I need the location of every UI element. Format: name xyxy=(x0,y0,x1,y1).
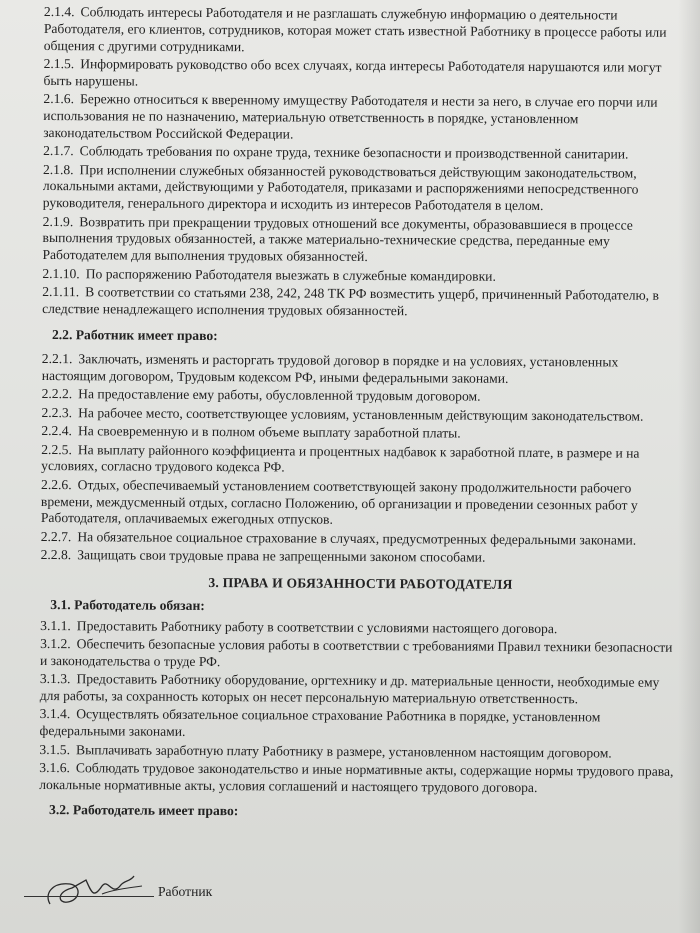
clause-text: Осуществлять обязательное социальное страхование Работника в порядке, установленном федеральными законами. xyxy=(39,706,601,740)
clause-number: 2.2.7. xyxy=(40,528,72,545)
clause-text: Информировать руководство обо всех случаях, когда интересы Работодателя нарушаются или могут быть нарушены. xyxy=(43,56,662,89)
list-section-3-1 xyxy=(39,618,680,798)
clause-number: 2.2.8. xyxy=(40,547,72,563)
clause xyxy=(41,442,681,480)
clause xyxy=(43,143,683,164)
clause xyxy=(39,760,679,798)
document-body xyxy=(39,4,684,830)
clause-number: 2.1.7. xyxy=(43,143,74,159)
list-section-2-2 xyxy=(41,351,682,568)
clause xyxy=(43,91,683,145)
clause xyxy=(41,477,681,531)
clause-text: Предоставить Работнику работу в соответствии с условиями настоящего договора. xyxy=(76,617,558,636)
clause-text: На предоставление ему работы, обусловленной трудовым договором. xyxy=(78,386,481,405)
clause-number: 2.1.9. xyxy=(42,213,74,229)
clause-number: 3.1.1. xyxy=(40,617,71,633)
clause xyxy=(43,56,683,94)
clause-text: На обязательное социальное страхование в случаях, предусмотренных федеральными законами. xyxy=(77,529,637,548)
clause-text: В соответствии со статьями 238, 242, 248 ТК РФ возместить ущерб, причиненный Работодателю, в следствие ненадлежащего исполнения трудовых обязанностей. xyxy=(42,284,659,318)
clause-number: 2.2.3. xyxy=(41,404,73,421)
clause-number: 2.1.11. xyxy=(42,283,80,300)
clause xyxy=(40,706,680,744)
clause-text: Соблюдать требования по охране труда, технике безопасности и производственной санитарии. xyxy=(79,143,629,162)
clause xyxy=(40,671,680,709)
heading-2-2: 2.2. Работник имеет право: xyxy=(51,326,218,343)
clause-number: 2.2.4. xyxy=(41,423,73,439)
clause xyxy=(43,162,683,216)
list-section-2-1 xyxy=(42,4,684,321)
clause-number: 2.2.1. xyxy=(41,351,73,367)
clause-text: По распоряжению Работодателя выезжать в служебные командировки. xyxy=(85,265,496,284)
clause xyxy=(41,405,681,426)
clause xyxy=(39,742,679,763)
clause-text: Соблюдать трудовое законодательство и иные нормативные акты, содержащие нормы трудового права, локальные нормативные акты, условия соглашений и настоящего трудового договора. xyxy=(39,760,674,795)
clause-number: 3.1.4. xyxy=(39,706,71,722)
clause-number: 3.1.2. xyxy=(40,635,71,652)
clause-number: 2.1.6. xyxy=(43,91,75,107)
clause-text: Обеспечить безопасные условия работы в соответствии с требованиями Правил техники безопасности и законодательства о труде РФ. xyxy=(39,636,673,669)
clause-text: Отдых, обеспечиваемый установлением соответствующей закону продолжительности рабочего времени, междусменный отдых, согласно Положению, об организации и проведении сезонных работ у Работодателя, оплачиваемых ежегодных отпусков. xyxy=(40,477,638,528)
clause xyxy=(42,351,682,389)
clause-text: Защищать свои трудовые права не запрещенными законом способами. xyxy=(77,547,486,565)
signature-scribble xyxy=(42,864,162,914)
clause xyxy=(42,266,682,287)
clause xyxy=(42,284,682,322)
clause-number: 3.1.3. xyxy=(39,671,71,687)
clause xyxy=(41,547,681,568)
heading-3-2: 3.2. Работодатель имеет право: xyxy=(49,801,239,818)
signature-line xyxy=(24,896,154,897)
clause-text: На своевременную и в полном объеме выплату заработной платы. xyxy=(77,423,461,441)
signature-label: Работник xyxy=(158,884,213,899)
section-3-title: 3. ПРАВА И ОБЯЗАННОСТИ РАБОТОДАТЕЛЯ xyxy=(208,575,513,592)
heading-3-1: 3.1. Работодатель обязан: xyxy=(50,596,205,613)
clause xyxy=(41,423,681,444)
clause-text: Соблюдать интересы Работодателя и не разглашать служебную информацию о деятельности Работодателя, его клиентов, сотрудников, которая может стать известной Работнику в процессе работы или общения с другими сотрудниками. xyxy=(43,4,667,54)
clause-text: Заключать, изменять и расторгать трудовой договор в порядке и на условиях, установленных настоящим договором, Трудовым кодексом РФ, иными федеральными законами. xyxy=(41,351,619,386)
clause-text: Предоставить Работнику оборудование, оргтехнику и др. материальные ценности, необходимые ему для работы, за сохранность которых он несет персональную материальную ответственность. xyxy=(39,671,660,707)
clause xyxy=(42,386,682,407)
clause-text: Бережно относиться к вверенному имуществу Работодателя и нести за него, в случае его порчи или использования не по назначению, материальную ответственность в порядке, установленном законодательством Российской Федерации. xyxy=(43,91,658,142)
clause-number: 3.1.6. xyxy=(39,759,70,776)
clause-number: 2.2.5. xyxy=(41,441,72,457)
clause xyxy=(41,529,681,550)
clause xyxy=(44,4,684,58)
clause xyxy=(40,618,680,639)
clause-text: При исполнении служебных обязанностей руководствоваться действующим законодательством, локальными актами, действующими у Работодателя, приказами и распоряжениями непосредственного руководителя, генерального директора и исходить из интересов Работодателя в целом. xyxy=(42,161,639,214)
clause-number: 2.2.2. xyxy=(41,386,73,402)
clause-number: 2.1.10. xyxy=(42,265,80,281)
clause-text: Выплачивать заработную плату Работнику в размере, установленном настоящим договором. xyxy=(75,741,612,761)
clause-number: 2.1.5. xyxy=(43,55,75,72)
clause xyxy=(40,636,680,674)
clause-number: 2.1.8. xyxy=(42,161,74,177)
clause-number: 2.2.6. xyxy=(41,476,72,493)
clause-number: 2.1.4. xyxy=(43,4,75,20)
clause-number: 3.1.5. xyxy=(39,741,71,757)
clause-text: На рабочее место, соответствующее условиям, установленным действующим законодательством. xyxy=(78,405,644,424)
clause-text: На выплату районного коэффициента и процентных надбавок к заработной плате, в размере и на условиях, согласно трудового кодекса РФ. xyxy=(41,441,640,475)
clause xyxy=(42,214,682,268)
clause-text: Возвратить при прекращении трудовых отношений все документы, образовавшиеся в процессе выполнения трудовых обязанностей, а также материально-технические средства, переданные ему Работодателем для выполнения трудовых обязанностей. xyxy=(42,213,633,265)
